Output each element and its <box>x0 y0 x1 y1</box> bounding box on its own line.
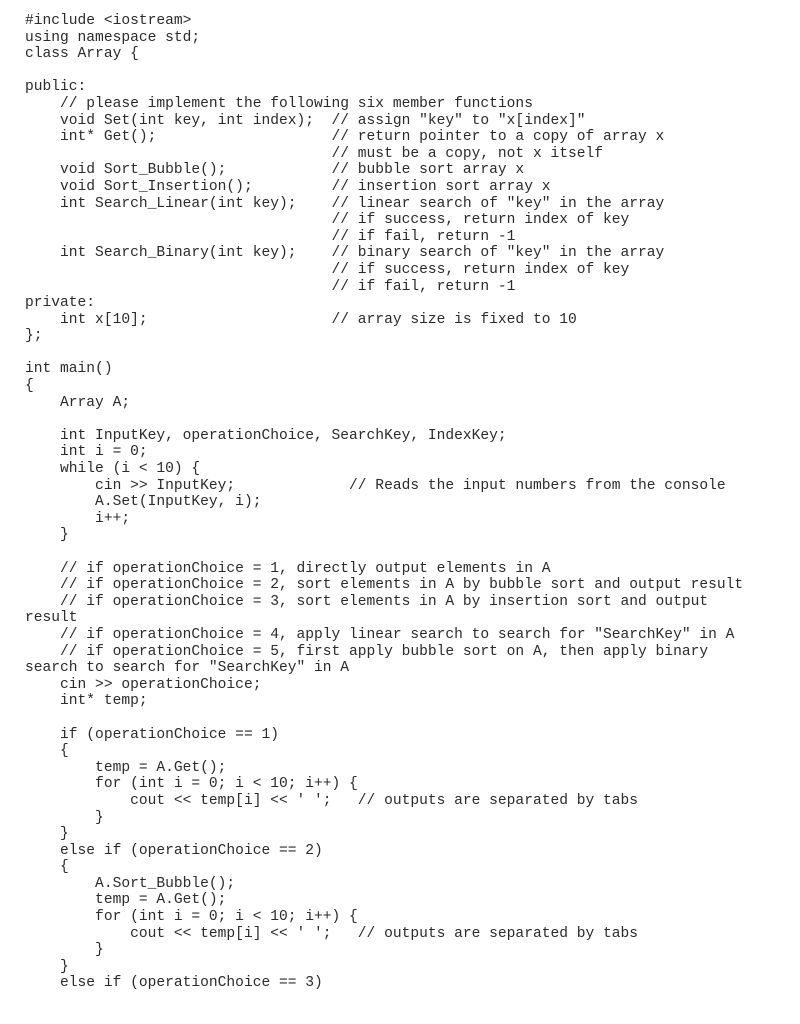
code-line: #include <iostream> <box>25 13 192 29</box>
code-line: { <box>25 859 69 876</box>
code-line: int* temp; <box>25 693 148 710</box>
code-line: temp = A.Get(); <box>25 892 227 909</box>
code-line: // if operationChoice = 2, sort elements in A by bubble sort and output result <box>25 577 744 594</box>
code-line: // please implement the following six member functions <box>25 95 533 112</box>
code-line: int x[10]; // array size is fixed to 10 <box>25 311 577 328</box>
code-line: int Search_Linear(int key); // linear search of "key" in the array <box>25 195 665 212</box>
code-line: // if success, return index of key <box>25 261 630 278</box>
code-line: cin >> operationChoice; <box>25 676 262 693</box>
code-line: } <box>25 809 104 826</box>
code-line: for (int i = 0; i < 10; i++) { <box>25 776 358 793</box>
code-line: { <box>25 743 69 760</box>
code-line: void Set(int key, int index); // assign "key" to "x[index]" <box>25 112 586 129</box>
code-line <box>25 710 795 727</box>
code-line <box>25 544 795 561</box>
code-line: int main() <box>25 361 113 378</box>
code-line: using namespace std; <box>25 29 201 46</box>
code-line: int* Get(); // return pointer to a copy of array x <box>25 129 665 146</box>
code-line: else if (operationChoice == 3) <box>25 975 323 992</box>
code-line: class Array { <box>25 46 139 63</box>
code-line: private: <box>25 295 96 312</box>
code-line: // if operationChoice = 4, apply linear search to search for "SearchKey" in A <box>25 626 735 643</box>
code-line: A.Sort_Bubble(); <box>25 875 236 892</box>
code-line: } <box>25 826 69 843</box>
code-line: cout << temp[i] << ' '; // outputs are separated by tabs <box>25 925 639 942</box>
code-line: i++; <box>25 510 131 527</box>
code-line: else if (operationChoice == 2) <box>25 842 323 859</box>
code-line: void Sort_Bubble(); // bubble sort array x <box>25 162 525 179</box>
code-line: // if fail, return -1 <box>25 228 516 245</box>
code-line: while (i < 10) { <box>25 461 201 478</box>
code-line: { <box>25 378 34 395</box>
code-line <box>25 411 795 428</box>
code-line: // if operationChoice = 3, sort elements in A by insertion sort and output <box>25 593 709 610</box>
code-line: void Sort_Insertion(); // insertion sort array x <box>25 178 551 195</box>
code-line: }; <box>25 328 43 345</box>
code-line: A.Set(InputKey, i); <box>25 494 262 511</box>
code-listing <box>25 13 795 992</box>
code-line: cin >> InputKey; // Reads the input numbers from the console <box>25 477 726 494</box>
code-line: // if success, return index of key <box>25 212 630 229</box>
code-line: // if operationChoice = 5, first apply bubble sort on A, then apply binary <box>25 643 709 660</box>
code-line: } <box>25 942 104 959</box>
code-line: // if fail, return -1 <box>25 278 516 295</box>
code-line: // if operationChoice = 1, directly output elements in A <box>25 560 551 577</box>
code-line: search to search for "SearchKey" in A <box>25 660 350 677</box>
code-line: public: <box>25 79 87 96</box>
code-line: result <box>25 610 78 627</box>
code-line: // must be a copy, not x itself <box>25 145 604 162</box>
code-line: cout << temp[i] << ' '; // outputs are separated by tabs <box>25 792 639 809</box>
code-line: for (int i = 0; i < 10; i++) { <box>25 909 358 926</box>
code-line <box>25 345 795 362</box>
code-line <box>25 63 795 80</box>
code-line: temp = A.Get(); <box>25 759 227 776</box>
code-line: if (operationChoice == 1) <box>25 726 279 743</box>
code-line: Array A; <box>25 394 131 411</box>
code-line: } <box>25 527 69 544</box>
code-line: int InputKey, operationChoice, SearchKey, IndexKey; <box>25 427 507 444</box>
code-line: } <box>25 958 69 975</box>
code-line: int i = 0; <box>25 444 148 461</box>
code-line: int Search_Binary(int key); // binary search of "key" in the array <box>25 245 665 262</box>
